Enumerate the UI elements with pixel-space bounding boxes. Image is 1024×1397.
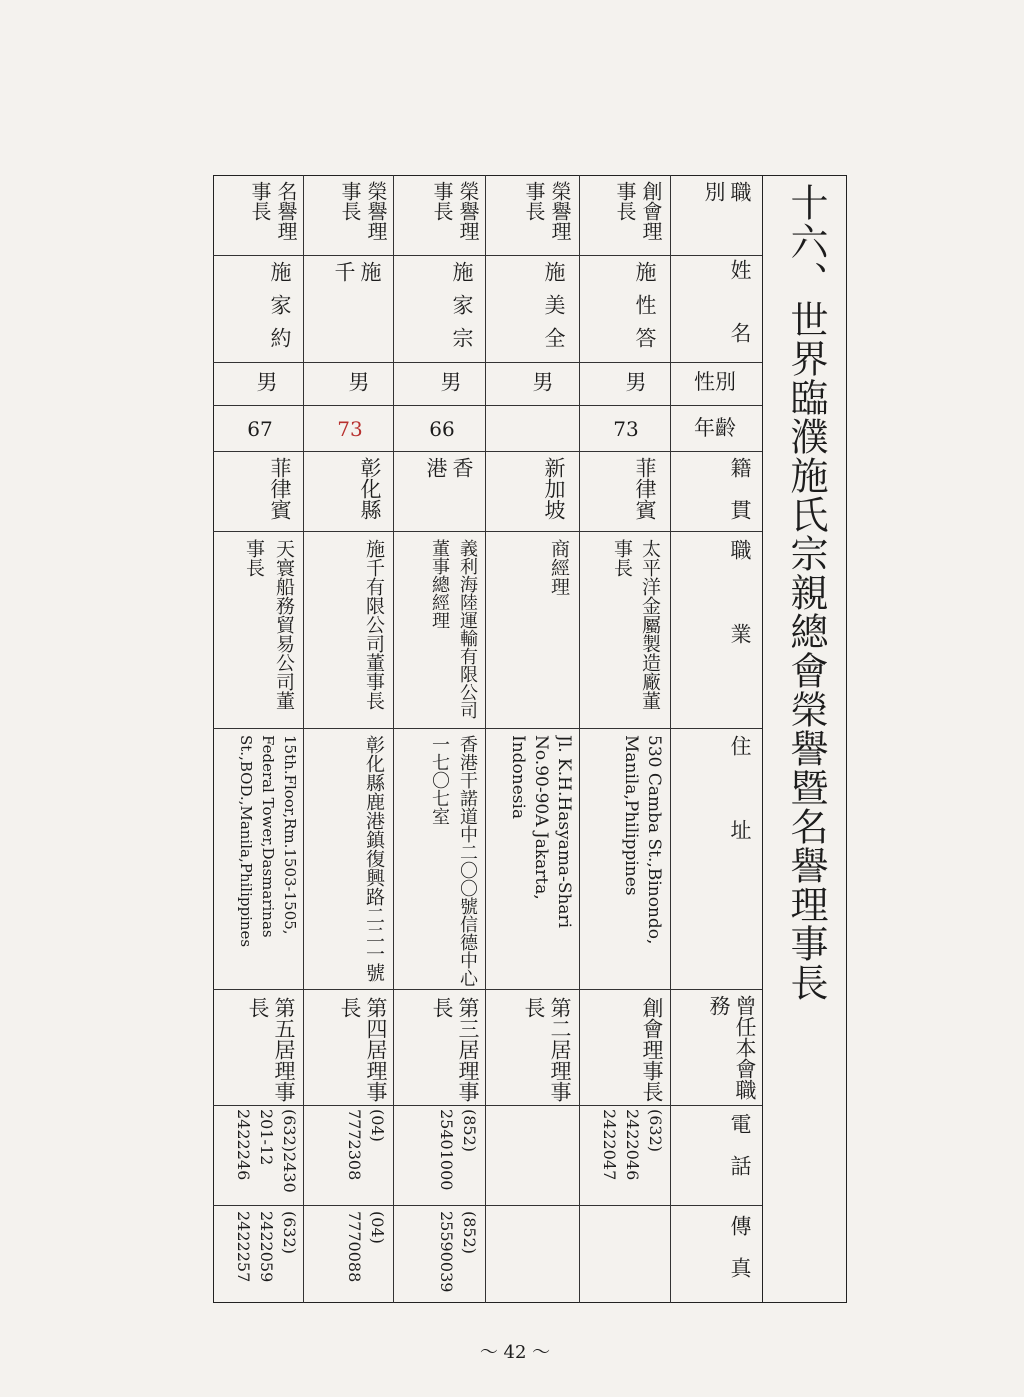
- row-4-origin: 彰化縣: [358, 457, 382, 520]
- row-2-occupation: 商經理: [548, 539, 570, 596]
- header-occupation: 職 業: [728, 539, 752, 644]
- honorary-chairmen-table: [213, 175, 762, 1303]
- row-3-age: 66: [429, 417, 455, 441]
- row-divider: [213, 1105, 762, 1106]
- header-origin: 籍 貫: [728, 457, 752, 520]
- row-4-former-position: 第四居理事長: [338, 997, 388, 1102]
- col-divider: [393, 175, 394, 1303]
- row-2-age: [495, 417, 573, 447]
- row-2-gender: 男: [530, 371, 554, 392]
- row-5-fax: (632) 2422059 2422257: [234, 1211, 299, 1283]
- row-4-fax: (04) 7770088: [345, 1211, 387, 1283]
- row-divider: [213, 531, 762, 532]
- row-2-origin: 新加坡: [542, 457, 566, 520]
- row-3-position: 榮譽理事長: [430, 181, 480, 241]
- row-4-address: 彰化縣鹿港鎮復興路二二一號: [363, 735, 385, 982]
- row-divider: [213, 451, 762, 452]
- row-1-gender: 男: [623, 371, 647, 392]
- row-3-origin: 香港: [424, 457, 474, 500]
- row-4-phone: (04) 7772308: [345, 1109, 387, 1181]
- row-2-name: 施美全: [542, 261, 566, 360]
- row-3-name: 施家宗: [450, 261, 474, 360]
- row-divider: [213, 405, 762, 406]
- row-3-occupation: 義利海陸運輸有限公司董事總經理: [429, 539, 478, 719]
- page-number: ～ 42 ～: [479, 1342, 551, 1363]
- row-1-origin: 菲律賓: [633, 457, 657, 520]
- row-2-former-position: 第二居理事長: [522, 997, 572, 1102]
- header-former-position: 曾任本會職務: [707, 995, 757, 1100]
- row-1-fax: [585, 1211, 667, 1299]
- row-5-occupation: 天寰船務貿易公司董事長: [243, 539, 295, 710]
- header-age: 年齡: [694, 416, 736, 440]
- row-1-occupation: 太平洋金屬製造廠董事長: [611, 539, 661, 710]
- row-5-gender: 男: [254, 371, 278, 392]
- header-phone: 電 話: [728, 1113, 752, 1176]
- row-divider: [213, 362, 762, 363]
- row-5-position: 名譽理事長: [248, 181, 298, 241]
- row-4-occupation: 施千有限公司董事長: [363, 539, 385, 710]
- row-5-origin: 菲律賓: [268, 457, 292, 520]
- col-divider: [670, 175, 671, 1303]
- row-divider: [213, 728, 762, 729]
- row-1-former-position: 創會理事長: [640, 997, 664, 1102]
- row-1-name: 施性答: [633, 261, 657, 360]
- row-2-position: 榮譽理事長: [522, 181, 572, 241]
- row-2-fax: [493, 1211, 575, 1299]
- row-4-gender: 男: [346, 371, 370, 392]
- col-divider: [579, 175, 580, 1303]
- page-title: 十六、世界臨濮施氏宗親總會榮譽暨名譽理事長: [784, 183, 828, 1002]
- row-2-phone: [493, 1109, 575, 1203]
- row-3-former-position: 第三居理事長: [430, 997, 480, 1102]
- col-divider: [303, 175, 304, 1303]
- row-3-phone: (852) 25401000: [437, 1109, 479, 1191]
- row-3-address: 香港干諾道中二〇〇號信德中心一七〇七室: [429, 735, 478, 987]
- row-divider: [213, 255, 762, 256]
- row-5-phone: (632)2430 201-12 2422246: [234, 1109, 299, 1193]
- row-2-address: Jl. K.H.Hasyama-Shari No.90-90A Jakarta, Indonesia: [508, 735, 574, 929]
- row-5-age: 67: [247, 417, 273, 441]
- header-fax: 傳 真: [728, 1215, 752, 1278]
- row-3-fax: (852) 25590039: [437, 1211, 479, 1293]
- row-1-age: 73: [613, 417, 639, 441]
- row-divider: [213, 989, 762, 990]
- header-name: 姓 名: [728, 259, 752, 343]
- header-address: 住 址: [728, 735, 752, 840]
- row-3-gender: 男: [438, 371, 462, 392]
- header-gender: 性別: [694, 370, 736, 394]
- row-5-former-position: 第五居理事長: [246, 997, 296, 1102]
- row-1-position: 創會理事長: [613, 181, 663, 241]
- row-divider: [213, 1205, 762, 1206]
- row-1-phone: (632) 2422046 2422047: [600, 1109, 665, 1181]
- row-5-address: 15th.Floor,Rm.1503-1505, Federal Tower,Dasmarinas St.,BOD.,Manila,Philippines: [237, 735, 299, 948]
- row-4-name: 施千: [332, 261, 382, 322]
- title-column: [762, 175, 847, 1303]
- row-1-address: 530 Camba St.,Binondo, Manila,Philippines: [621, 735, 664, 945]
- row-5-name: 施家約: [268, 261, 292, 360]
- row-4-age: 73: [337, 417, 363, 441]
- col-divider: [485, 175, 486, 1303]
- row-4-position: 榮譽理事長: [338, 181, 388, 241]
- header-position: 職 別: [702, 181, 752, 247]
